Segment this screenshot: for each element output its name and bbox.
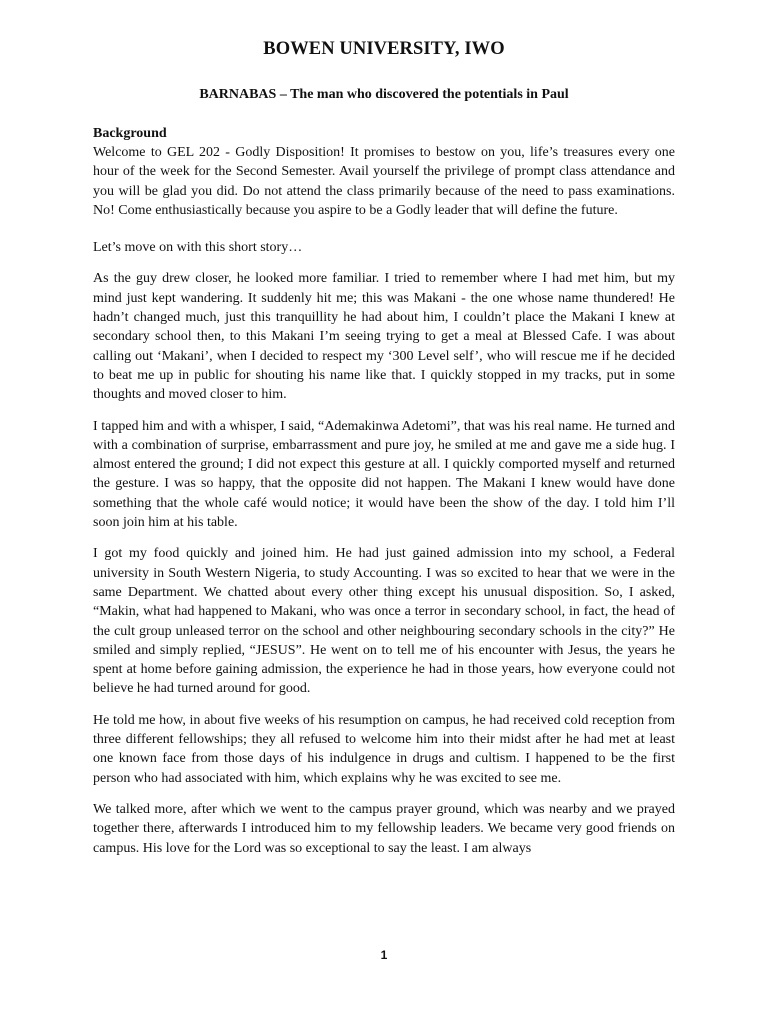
paragraph-story: I got my food quickly and joined him. He had just gained admission into my school, a Federal university in South Western Nigeria, to study Accounting. I was so excited to hear that we were in the same Department. We chatted about every other thing except his unusual disposition. So, I asked, “Makin, what had happened to Makani, who was once a terror in secondary school, in fact, the head of the cult group unleased terror on the school and other neighbouring secondary schools in the city?” He smiled and simply replied, “JESUS”. He went on to tell me of his encounter with Jesus, the years he spent at home before gaining admission, the experience he had in those years, how everyone could not believe he had turned around for good. (93, 546, 675, 697)
paragraph-story: He told me how, in about five weeks of his resumption on campus, he had received cold reception from three different fellowships; they all refused to welcome him into their midst after he had met at least one known face from those days of his indulgence in drugs and cultism. I happened to be the first person who had associated with him, which explains why he was excited to see me. (93, 712, 675, 786)
page-number: 1 (380, 948, 388, 962)
section-heading-background: Background (93, 126, 167, 141)
paragraph-welcome: Welcome to GEL 202 - Godly Disposition! It promises to bestow on you, life’s treasures every one hour of the week for the Second Semester. Avail yourself the privilege of prompt class attendance and you will be glad you did. Do not attend the class primarily because of the need to pass examinations. No! Come enthusiastically because you aspire to be a Godly leader that will define the future. (93, 145, 675, 218)
paragraph-lead-in: Let’s move on with this short story… (93, 240, 303, 256)
document-subtitle: BARNABAS – The man who discovered the potentials in Paul (199, 87, 569, 102)
paragraph-story: We talked more, after which we went to the campus prayer ground, which was nearby and we prayed together there, afterwards I introduced him to my fellowship leaders. We became very good friends on campus. His love for the Lord was so exceptional to say the least. I am always (93, 801, 675, 856)
paragraph-story: I tapped him and with a whisper, I said, “Ademakinwa Adetomi”, that was his real name. He turned and with a combination of surprise, embarrassment and pure joy, he smiled at me and gave me a side hug. I almost entered the ground; I did not expect this gesture at all. I quickly comported myself and returned the gesture. I was so happy, that the opposite did not happen. The Makani I knew would have done something that the whole café would notice; it would have been the show of the day. I told him I’ll soon join him at his table. (93, 418, 675, 531)
document-content (93, 38, 675, 858)
document-title: BOWEN UNIVERSITY, IWO (263, 39, 505, 59)
paragraph-story: As the guy drew closer, he looked more familiar. I tried to remember where I had met him, but my mind just kept wandering. It suddenly hit me; this was Makani - the one whose name thundered! He hadn’t changed much, just this tranquillity he had about him, I couldn’t place the Makani I knew at secondary school then, to this Makani I’m seeing trying to get a meal at Blessed Cafe. I was about calling out ‘Makani’, when I decided to respect my ‘300 Level self’, who will rescue me if he decided to beat me up in public for shouting his name like that. I quickly stopped in my tracks, put in some thoughts and moved closer to him. (93, 271, 675, 403)
